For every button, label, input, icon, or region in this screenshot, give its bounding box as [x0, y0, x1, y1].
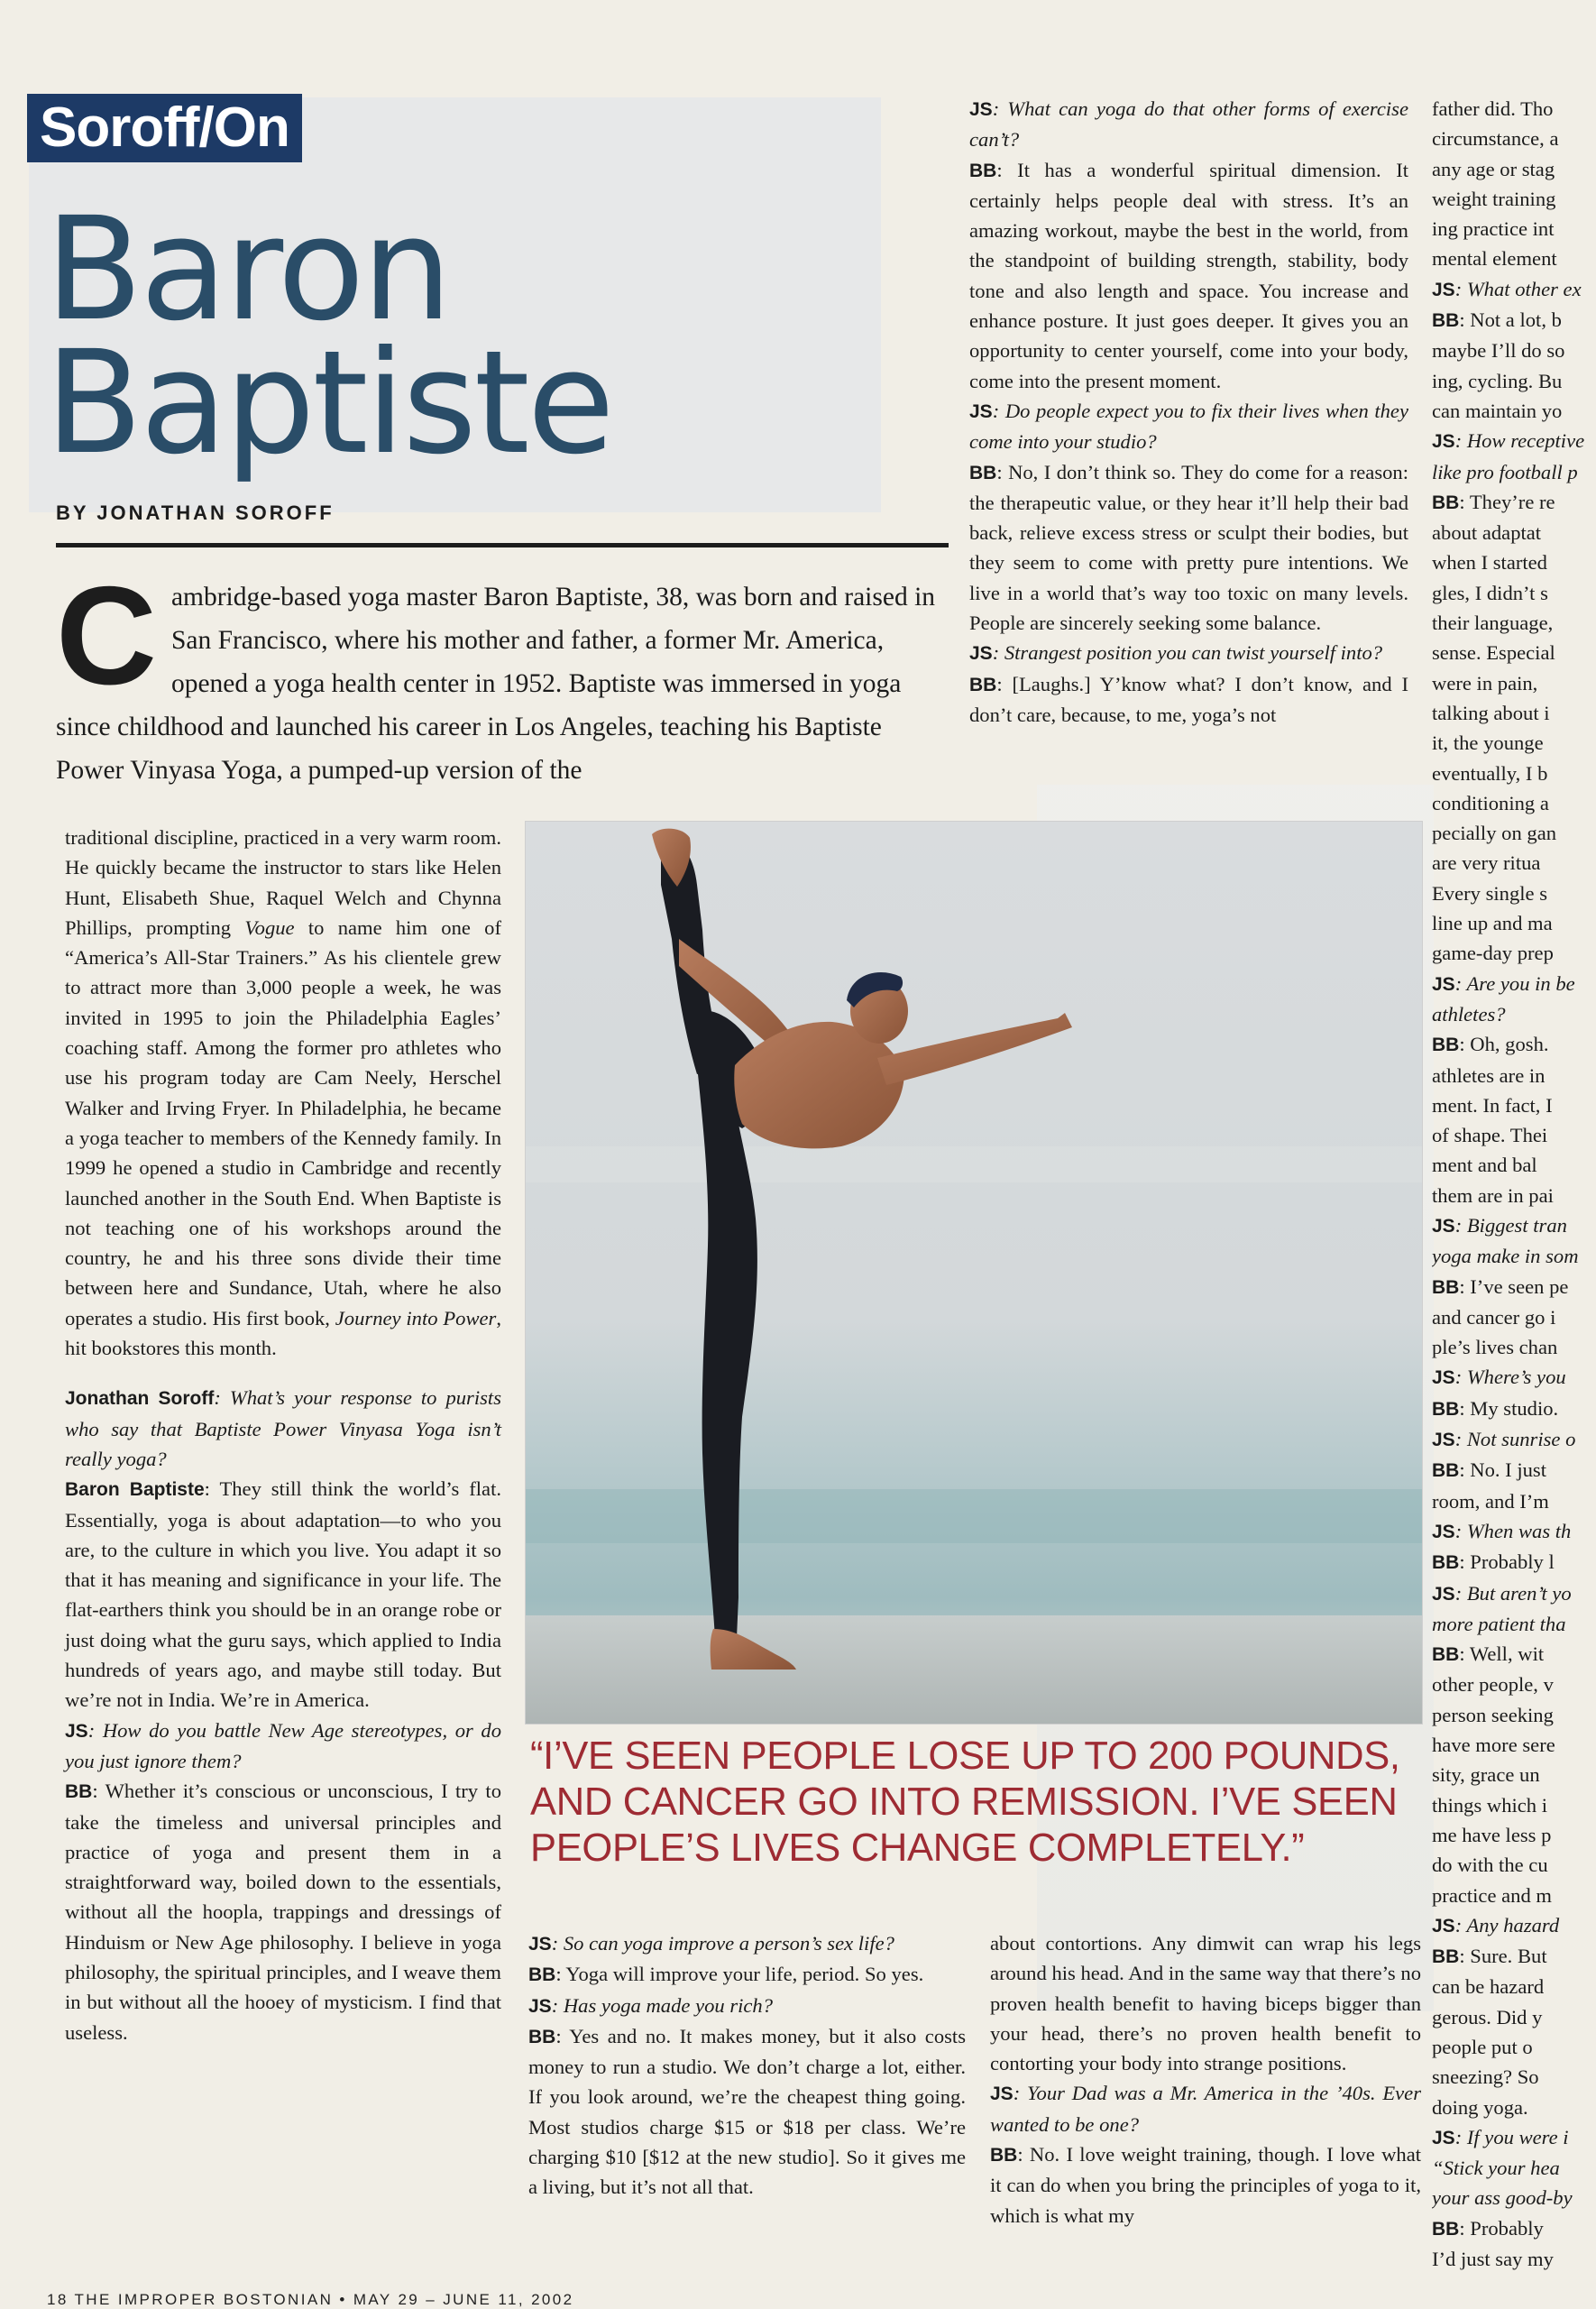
speaker-initials: JS [1432, 1430, 1455, 1451]
right-column-line: BB: My studio. [1432, 1396, 1559, 1420]
speaker-initials: JS [1432, 2127, 1455, 2148]
right-column-line: and cancer go i [1432, 1305, 1556, 1329]
right-column-line: do with the cu [1432, 1854, 1548, 1877]
right-column-line: talking about i [1432, 701, 1550, 724]
right-column-line: maybe I’ll do so [1432, 339, 1565, 363]
magazine-name: Vogue [244, 915, 295, 939]
right-column-line: BB: No. I just [1432, 1458, 1546, 1482]
speaker-initials: BB [1432, 1398, 1460, 1420]
column-middle [969, 94, 1408, 730]
title-line-1: Baron [45, 187, 450, 353]
speaker-initials: BB [1432, 1552, 1460, 1574]
speaker-initials: JS [1432, 431, 1455, 453]
column-left [65, 823, 501, 2047]
bio-paragraph: traditional discipline, practiced in a very warm room. He quickly became the instructor to stars like Helen Hunt, Elisabeth Shue, Raquel Welch and Chynna Phillips, prompting Vogue to name him one of “America’s All-Star Trainers.” As his clientele grew to attract more than 3,000 people a week, he was invited in 1995 to join the Philadelphia Eagles’ coaching staff. Among the former pro athletes who use his program today are Cam Neely, Herschel Walker and Irving Fryer. In Philadelphia, he became a yoga teacher to members of the Kennedy family. In 1999 he opened a studio in Cambridge and recently launched another in the South End. When Baptiste is not teaching one of his workshops around the country, he and his three sons divide their time between here and Sundance, Utah, where he also operates a studio. His first book, Journey into Power, hit bookstores this month. [65, 826, 501, 1360]
right-column-line: sneezing? So [1432, 2065, 1539, 2089]
article-title [45, 187, 857, 486]
right-column-line: when I started [1432, 551, 1547, 575]
right-column-line: ment. In fact, I [1432, 1093, 1553, 1117]
speaker-initials: BB [1432, 1644, 1460, 1666]
question: Jonathan Soroff: What’s your response to purists who say that Baptiste Power Vinyasa Yoga isn’t really yoga? [65, 1386, 501, 1470]
right-column-line: of shape. Thei [1432, 1124, 1548, 1147]
column-bottom-left [528, 1928, 966, 2203]
right-column-line: Every single s [1432, 881, 1548, 905]
right-column-line: have more sere [1432, 1734, 1555, 1757]
title-line-2: Baptiste [45, 320, 612, 486]
right-column-line: conditioning a [1432, 791, 1549, 814]
column-bottom-right [990, 1928, 1421, 2231]
speaker-initials: BB [1432, 1946, 1460, 1968]
right-column-line: JS: Any hazard [1432, 1913, 1560, 1936]
right-column-line: like pro football p [1432, 460, 1578, 483]
right-column-line: ing, cycling. Bu [1432, 369, 1563, 392]
speaker-initials: BB [1432, 1035, 1460, 1056]
right-column-line: sity, grace un [1432, 1763, 1540, 1787]
right-column-line: me have less p [1432, 1823, 1552, 1846]
speaker-initials: BB [1432, 492, 1460, 513]
question: JS: Strangest position you can twist yourself into? [969, 641, 1383, 665]
right-column-line: other people, v [1432, 1673, 1554, 1697]
right-column-line: yoga make in som [1432, 1245, 1579, 1268]
speaker-initials: JS [1432, 1521, 1455, 1542]
right-column-line: can maintain yo [1432, 399, 1563, 422]
answer: BB: Whether it’s conscious or unconscious, I try to take the timeless and universal principles and practice of yoga and present them in a straightforward way, boiled down to the essentials, without all the hoopla, trappings and dressings of Hinduism or New Age philosophy. I believe in yoga philosophy, the spiritual principles, and I weave them in but without all the hooey of mysticism. I find that useless. [65, 1780, 501, 2044]
right-column-line: weight training [1432, 187, 1556, 210]
right-column-line: line up and ma [1432, 912, 1553, 935]
sea-band [526, 1489, 1422, 1543]
right-column-line: BB: Not a lot, b [1432, 308, 1562, 332]
right-column-line: JS: If you were i [1432, 2125, 1569, 2148]
right-column-line: ple’s lives chan [1432, 1336, 1558, 1359]
right-column-line: mental element [1432, 247, 1557, 271]
speaker-initials: BB [1432, 1460, 1460, 1482]
right-column-line: gerous. Did y [1432, 2005, 1543, 2028]
right-column-line: room, and I’m [1432, 1489, 1549, 1513]
pull-quote: “I’VE SEEN PEOPLE LOSE UP TO 200 POUNDS, AND CANCER GO INTO REMISSION. I’VE SEEN PEOPLE’S LIVES CHANGE COMPLETELY.” [530, 1734, 1400, 1870]
speaker-initials: JS [1432, 279, 1455, 300]
right-column-line: BB: Probably [1432, 2216, 1544, 2240]
question: JS: Do people expect you to fix their lives when they come into your studio? [969, 399, 1408, 454]
speaker-initials: JS [1432, 1583, 1455, 1605]
right-column-line: BB: Sure. But [1432, 1945, 1547, 1968]
right-column-line: BB: Probably l [1432, 1550, 1555, 1574]
right-column-line: BB: Well, wit [1432, 1642, 1545, 1666]
right-column-line: JS: Not sunrise o [1432, 1428, 1576, 1451]
right-column-line: JS: What other ex [1432, 277, 1582, 300]
answer: BB: No. I love weight training, though. I love what it can do when you bring the principles of yoga to it, which is what my [990, 2143, 1421, 2227]
byline: BY JONATHAN SOROFF [56, 501, 335, 524]
right-column-line: ment and bal [1432, 1154, 1537, 1177]
intro-paragraph [56, 557, 949, 792]
speaker-initials: BB [1432, 2218, 1460, 2240]
answer: BB: Yes and no. It makes money, but it also costs money to run a studio. We don’t charge a lot, either. If you look around, we’re the cheapest thing going. Most studios charge $15 or $18 per class. We’re charging $10 [$12 at the new studio]. So it gives me a living, but it’s not all that. [528, 2024, 966, 2199]
right-column-line: people put o [1432, 2036, 1533, 2058]
right-column-line: I’d just say my [1432, 2248, 1554, 2271]
answer: BB: No, I don’t think so. They do come for a reason: the therapeutic value, or they hear it’ll help their bad back, relieve excess stress or sculpt their bodies, but they seem to come with pretty pure intentions. We live in a world that’s way too toxic on many levels. People are sincerely seeking some balance. [969, 460, 1408, 635]
book-title: Journey into Power [335, 1306, 497, 1329]
question: JS: So can yoga improve a person’s sex life? [528, 1932, 894, 1955]
right-column-line: JS: How receptive [1432, 429, 1585, 453]
right-column-line: can be hazard [1432, 1975, 1545, 1999]
answer: BB: [Laughs.] Y’know what? I don’t know, and I don’t care, because, to me, yoga’s not [969, 672, 1408, 726]
answer: BB: It has a wonderful spiritual dimension. It certainly helps people deal with stress. It’s an amazing workout, maybe the best in the world, from the standpoint of building strength, stability, body tone and also length and space. You increase and enhance posture. It just goes deeper. It gives you an opportunity to center yourself, come into your body, come into the present moment. [969, 158, 1408, 392]
column-tag: Soroff/On [27, 94, 302, 162]
right-column-line: gles, I didn’t s [1432, 581, 1548, 604]
right-column-line: “Stick your hea [1432, 2157, 1560, 2180]
right-column-line: ing practice int [1432, 217, 1555, 241]
right-column-line: JS: When was th [1432, 1519, 1572, 1542]
right-column-line: their language, [1432, 612, 1554, 635]
right-column-line: it, the younge [1432, 731, 1544, 755]
right-column-line: JS: Where’s you [1432, 1366, 1566, 1389]
right-column-line: more patient tha [1432, 1612, 1566, 1635]
right-column-line: circumstance, a [1432, 127, 1559, 151]
question: JS: Your Dad was a Mr. America in the ’40s. Ever wanted to be one? [990, 2082, 1421, 2136]
right-column-line: game-day prep [1432, 942, 1554, 965]
right-column-line: athletes are in [1432, 1063, 1546, 1087]
page-footer: 18 THE IMPROPER BOSTONIAN • MAY 29 – JUNE 11, 2002 [47, 2291, 574, 2308]
right-column-line: pecially on gan [1432, 822, 1557, 845]
right-column-line: athletes? [1432, 1002, 1506, 1026]
right-column-line: things which i [1432, 1793, 1548, 1817]
speaker-initials: JS [1432, 1915, 1455, 1936]
speaker-initials: BB [1432, 1276, 1460, 1298]
answer: BB: Yoga will improve your life, period. So yes. [528, 1963, 924, 1986]
right-column-line: your ass good-by [1432, 2186, 1573, 2210]
sky-background [526, 822, 1422, 1724]
yoga-pose-illustration [526, 822, 1422, 1724]
floor [526, 1615, 1422, 1724]
right-column-line: eventually, I b [1432, 761, 1548, 785]
right-column-line: doing yoga. [1432, 2095, 1528, 2119]
yoga-photo [525, 821, 1423, 1725]
right-column-line: BB: I’ve seen pe [1432, 1274, 1569, 1298]
right-column-line: BB: They’re re [1432, 490, 1555, 513]
right-column-line: them are in pai [1432, 1183, 1554, 1207]
right-column-line: are very ritua [1432, 851, 1541, 875]
header-rule [56, 543, 949, 547]
question: JS: Has yoga made you rich? [528, 1993, 774, 2017]
right-column-line: about adaptat [1432, 521, 1542, 545]
speaker-initials: JS [1432, 1367, 1455, 1389]
intro-text: ambridge-based yoga master Baron Baptiste, 38, was born and raised in San Francisco, where his mother and father, a former Mr. America, opened a yoga health center in 1952. Baptiste was immersed in yoga since childhood and launched his career in Los Angeles, teaching his Baptiste Power Vinyasa Yoga, a pumped-up version of the [56, 583, 936, 785]
question: JS: What can yoga do that other forms of exercise can’t? [969, 97, 1408, 152]
right-column-line: person seeking [1432, 1703, 1554, 1726]
speaker-initials: BB [1432, 310, 1460, 332]
speaker-initials: JS [1432, 1215, 1455, 1237]
right-column-line: JS: Biggest tran [1432, 1213, 1567, 1237]
answer-continued: about contortions. Any dimwit can wrap his legs around his head. And in the same way that there’s no proven health benefit to having biceps bigger than your head, there’s no proven health benefit to contorting your body into strange positions. [990, 1932, 1421, 2075]
right-column-line: JS: Are you in be [1432, 971, 1575, 995]
right-column-line: sense. Especial [1432, 641, 1555, 665]
answer: Baron Baptiste: They still think the world’s flat. Essentially, yoga is about adaptation—to who you are, to the culture in which you live. You adapt it so that it has meaning and significance in your life. The flat-earthers think you should be in an orange robe or just doing what the guru says, which applied to India hundreds of years ago, and maybe still today. But we’re not in India. We’re in America. [65, 1477, 501, 1712]
speaker-initials: JS [1432, 973, 1455, 995]
right-column-line: were in pain, [1432, 671, 1538, 695]
right-column-line: JS: But aren’t yo [1432, 1581, 1572, 1605]
right-column-line: practice and m [1432, 1883, 1552, 1907]
right-column-line: BB: Oh, gosh. [1432, 1033, 1549, 1056]
drop-cap: C [56, 557, 157, 713]
question: JS: How do you battle New Age stereotypes, or do you just ignore them? [65, 1718, 501, 1772]
column-right-cropped [1432, 94, 1596, 2286]
right-column-line: father did. Tho [1432, 97, 1554, 120]
right-column-line: any age or stag [1432, 157, 1555, 180]
